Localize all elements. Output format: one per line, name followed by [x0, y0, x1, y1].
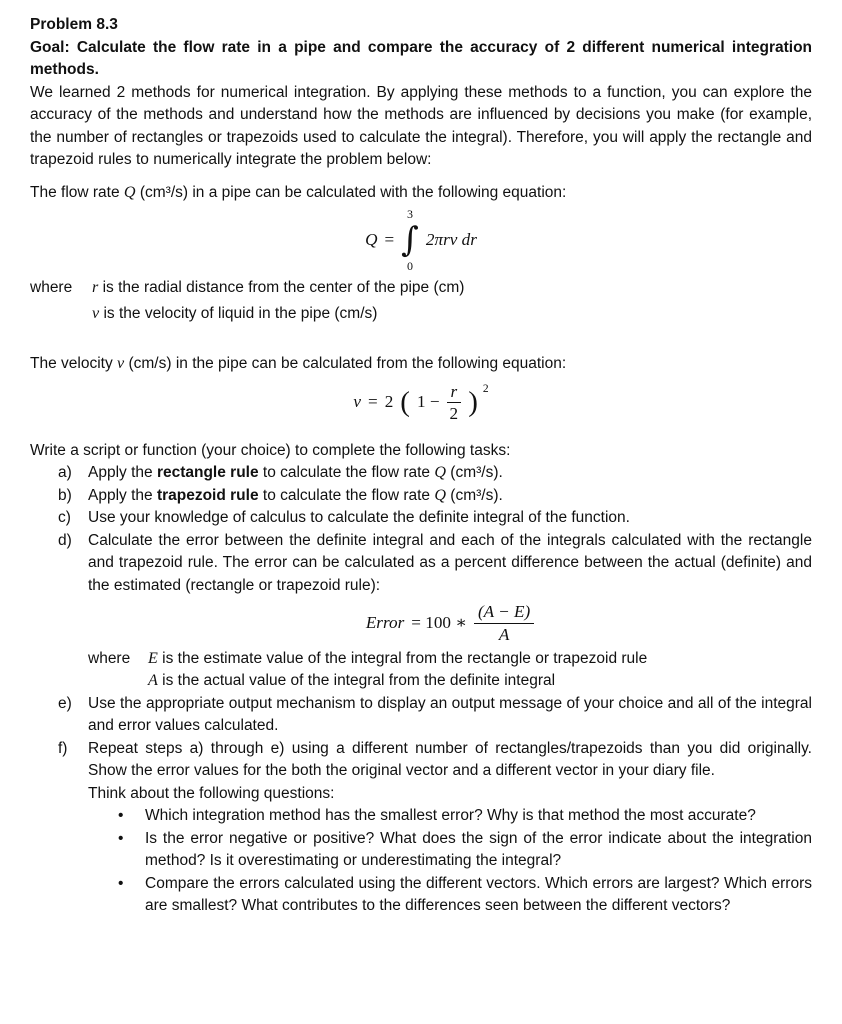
task-body-c: Use your knowledge of calculus to calculate the definite integral of the function.	[88, 509, 630, 527]
equals-sign: =	[368, 392, 378, 412]
task-a-pre: Apply the	[88, 464, 157, 482]
where-A-definition	[148, 670, 555, 693]
where-spacer	[30, 301, 92, 327]
task-item-c	[30, 507, 812, 530]
eq-vel-lhs: v	[353, 392, 362, 412]
flow-rate-intro	[30, 182, 812, 205]
task-item-e	[30, 693, 812, 738]
goal-text: Goal: Calculate the flow rate in a pipe and compare the accuracy of 2 different numerical integration methods.	[30, 38, 812, 78]
task-b-mid: to calculate the flow rate	[258, 486, 435, 504]
questions-intro: Think about the following questions:	[88, 784, 335, 802]
task-label-f: f)	[58, 739, 68, 757]
velocity-equation	[30, 382, 812, 424]
bullet-icon: •	[118, 874, 124, 892]
question-text-1: Which integration method has the smallest error? Why is that method the most accurate?	[145, 807, 756, 825]
where-keyword: where	[30, 279, 73, 296]
open-paren: (	[400, 386, 410, 419]
where-keyword: where	[88, 649, 131, 667]
error-relation: = 100 ∗	[411, 613, 467, 633]
question-item	[88, 873, 812, 918]
task-item-d	[30, 530, 812, 693]
q-symbol: Q	[123, 183, 136, 201]
velocity-intro	[30, 353, 812, 376]
where-line-A	[88, 670, 812, 693]
r-symbol: r	[92, 279, 99, 296]
task-item-a	[30, 462, 812, 485]
trapezoid-rule-emphasis: trapezoid rule	[156, 486, 259, 504]
task-a-post: (cm³/s).	[446, 464, 503, 482]
rectangle-rule-emphasis: rectangle rule	[156, 464, 259, 482]
exponent: 2	[482, 382, 489, 395]
r-definition-text: is the radial distance from the center of the pipe (cm)	[98, 279, 465, 296]
task-body-e: Use the appropriate output mechanism to display an output message of your choice and all of the integral and error values calculated.	[88, 694, 812, 735]
task-label-c: c)	[58, 509, 71, 527]
where-spacer	[88, 670, 148, 693]
fraction-numerator: r	[447, 382, 462, 404]
error-equation	[88, 602, 812, 644]
question-item	[88, 828, 812, 873]
task-item-f	[30, 738, 812, 783]
integrand: 2πrv dr	[425, 229, 477, 249]
error-lhs: Error	[365, 613, 405, 633]
flow-intro-post: (cm³/s) in a pipe can be calculated with the following equation:	[135, 183, 567, 201]
where-line-E	[88, 648, 812, 671]
error-fraction-denominator: A	[498, 625, 510, 645]
task-body-f: Repeat steps a) through e) using a different number of rectangles/trapezoids than you did originally. Show the error values for the both the original vector and a different vector in your diary file.	[88, 739, 812, 780]
lower-limit: 0	[407, 259, 414, 273]
v-definition-text: is the velocity of liquid in the pipe (cm/s)	[99, 305, 378, 322]
E-definition-text: is the estimate value of the integral from the rectangle or trapezoid rule	[157, 649, 648, 667]
question-text-2: Is the error negative or positive? What does the sign of the error indicate about the integration method? Is it overestimating or underestimating the integral?	[145, 829, 812, 870]
v-symbol-inline: v	[117, 355, 125, 372]
flow-rate-equation	[30, 207, 812, 273]
fraction-denominator: 2	[449, 404, 459, 424]
A-symbol: A	[148, 672, 158, 690]
A-definition-text: is the actual value of the integral from the definite integral	[157, 672, 556, 690]
where-v-definition	[92, 301, 377, 327]
task-label-a: a)	[58, 464, 72, 482]
upper-limit: 3	[407, 207, 414, 221]
where-r-definition	[92, 275, 464, 301]
task-label-d: d)	[58, 531, 72, 549]
v-symbol: v	[92, 305, 100, 322]
task-body-a	[88, 462, 812, 485]
where-E-definition	[148, 648, 647, 671]
page-title: Problem 8.3	[30, 16, 118, 33]
task-body-b	[88, 485, 812, 508]
vel-intro-pre: The velocity	[30, 355, 118, 372]
bullet-icon: •	[118, 829, 124, 847]
close-paren: )	[468, 386, 478, 419]
document-page	[30, 14, 812, 918]
task-item-b	[30, 485, 812, 508]
task-body-d	[88, 530, 812, 693]
q-symbol: Q	[434, 486, 446, 504]
question-text-3: Compare the errors calculated using the different vectors. Which errors are largest? Which errors are smallest? What contributes to the differences seen between the different vectors?	[145, 874, 812, 915]
task-b-post: (cm³/s).	[445, 486, 503, 504]
eq-flow-lhs: Q	[365, 229, 378, 249]
equals-sign: =	[384, 229, 395, 249]
integral-sign-icon: ∫	[401, 220, 419, 260]
task-label-b: b)	[58, 486, 72, 504]
task-b-pre: Apply the	[88, 486, 157, 504]
flow-intro-pre: The flow rate	[30, 183, 124, 201]
error-fraction	[474, 602, 534, 644]
where-definitions-flow	[30, 275, 812, 327]
q-symbol: Q	[434, 464, 446, 482]
questions-section	[88, 783, 812, 918]
bullet-icon: •	[118, 807, 124, 825]
where-definitions-error	[88, 648, 812, 693]
one-minus: 1 −	[416, 392, 440, 412]
task-a-mid: to calculate the flow rate	[258, 464, 435, 482]
where-line-v	[30, 301, 812, 327]
fraction-r-over-2	[447, 382, 462, 424]
coefficient: 2	[384, 392, 394, 412]
question-item	[88, 805, 812, 828]
task-label-e: e)	[58, 694, 72, 712]
task-d-text: Calculate the error between the definite integral and each of the integrals calculated with the rectangle and trapezoid rule. The error can be calculated as a percent difference between the actual (definite) and the estimated (rectangle or trapezoid rule):	[88, 531, 812, 594]
vel-intro-post: (cm/s) in the pipe can be calculated from the following equation:	[124, 355, 567, 372]
E-symbol: E	[148, 649, 158, 667]
integral-with-limits	[401, 207, 419, 273]
tasks-intro: Write a script or function (your choice) to complete the following tasks:	[30, 441, 511, 459]
intro-paragraph: We learned 2 methods for numerical integration. By applying these methods to a function, you can explore the accuracy of the methods and understand how the methods are influenced by decisions you make (for example, the number of rectangles or trapezoids used to calculate the integral). Therefore, you will apply the rectangle and trapezoid rules to numerically integrate the problem below:	[30, 83, 812, 168]
where-line-r	[30, 275, 812, 301]
error-fraction-numerator: (A − E)	[474, 602, 534, 624]
